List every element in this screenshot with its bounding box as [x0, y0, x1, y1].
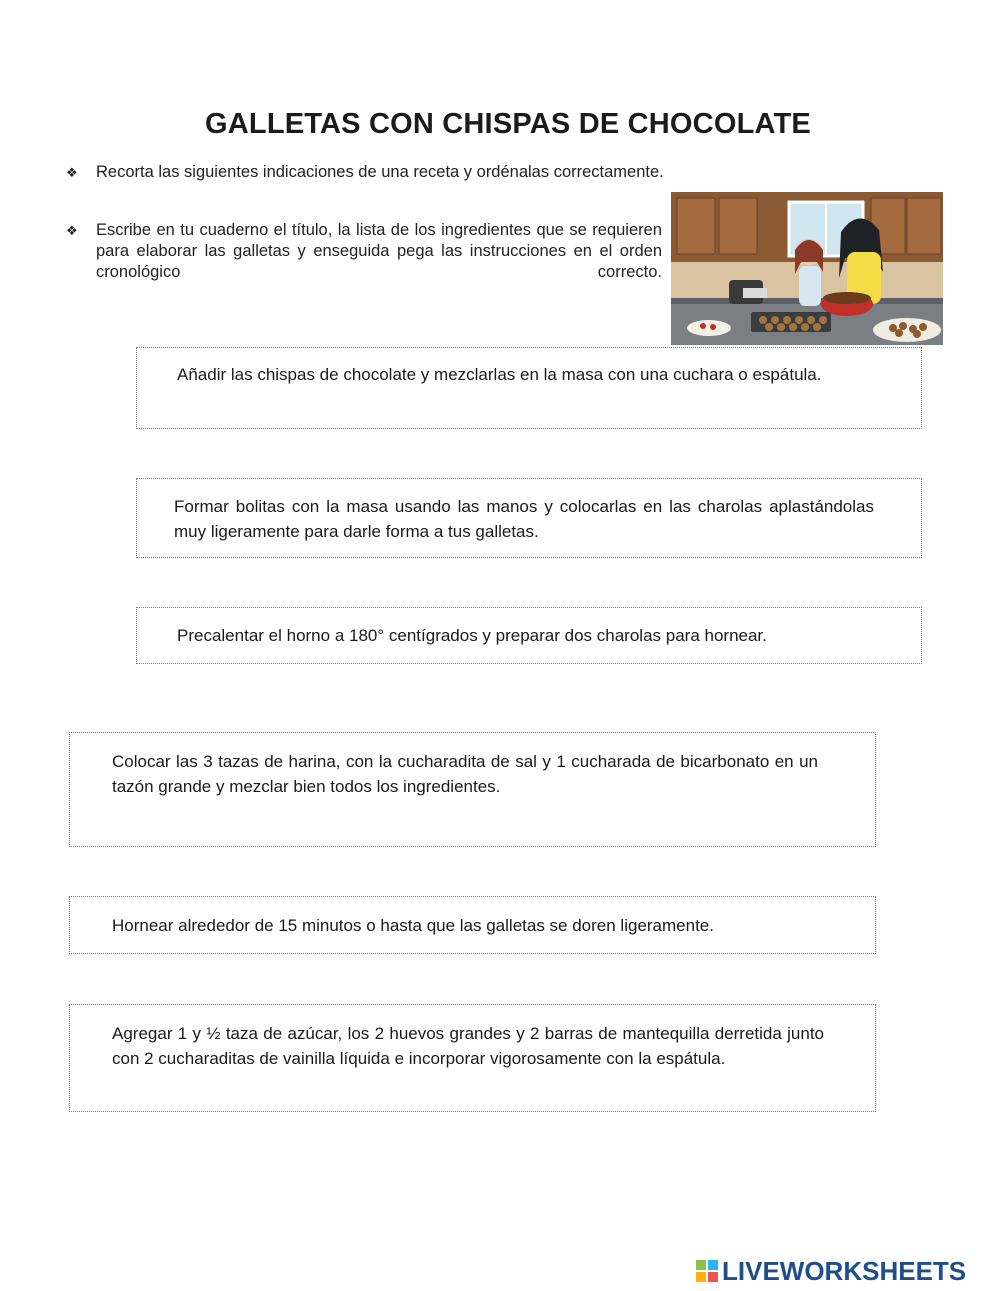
baking-kitchen-illustration [671, 192, 943, 345]
recipe-step-card[interactable] [136, 347, 922, 429]
recipe-step-text: Precalentar el horno a 180° centígrados y preparar dos charolas para hornear. [177, 626, 767, 645]
recipe-step-card[interactable] [69, 896, 876, 954]
diamond-bullet-icon: ❖ [66, 165, 78, 180]
instruction-text: Recorta las siguientes indicaciones de una receta y ordénalas correctamente. [96, 163, 664, 181]
instruction-text: Escribe en tu cuaderno el título, la lista de los ingredientes que se requieren para elaborar las galletas y enseguida pega las instrucciones en el orden cronológico correcto. [96, 221, 662, 281]
recipe-step-text: Colocar las 3 tazas de harina, con la cucharadita de sal y 1 cucharada de bicarbonato en un tazón grande y mezclar bien todos los ingredientes. [112, 752, 818, 796]
recipe-step-card[interactable] [69, 1004, 876, 1112]
recipe-step-text: Agregar 1 y ½ taza de azúcar, los 2 huevos grandes y 2 barras de mantequilla derretida junto con 2 cucharaditas de vainilla líquida e incorporar vigorosamente con la espátula. [112, 1024, 824, 1068]
recipe-step-card[interactable] [136, 607, 922, 664]
recipe-step-text: Añadir las chispas de chocolate y mezclarlas en la masa con una cuchara o espátula. [177, 365, 822, 384]
brand-name: LIVEWORKSHEETS [722, 1255, 967, 1286]
diamond-bullet-icon: ❖ [66, 223, 78, 238]
liveworksheets-brand[interactable] [696, 1256, 966, 1286]
recipe-step-text: Formar bolitas con la masa usando las manos y colocarlas en las charolas aplastándolas muy ligeramente para darle forma a tus galletas. [174, 497, 874, 541]
liveworksheets-logo-icon [696, 1260, 718, 1282]
recipe-step-card[interactable] [136, 478, 922, 558]
recipe-step-text: Hornear alrededor de 15 minutos o hasta que las galletas se doren ligeramente. [112, 916, 714, 935]
worksheet-title: GALLETAS CON CHISPAS DE CHOCOLATE [205, 108, 811, 140]
recipe-step-card[interactable] [69, 732, 876, 847]
